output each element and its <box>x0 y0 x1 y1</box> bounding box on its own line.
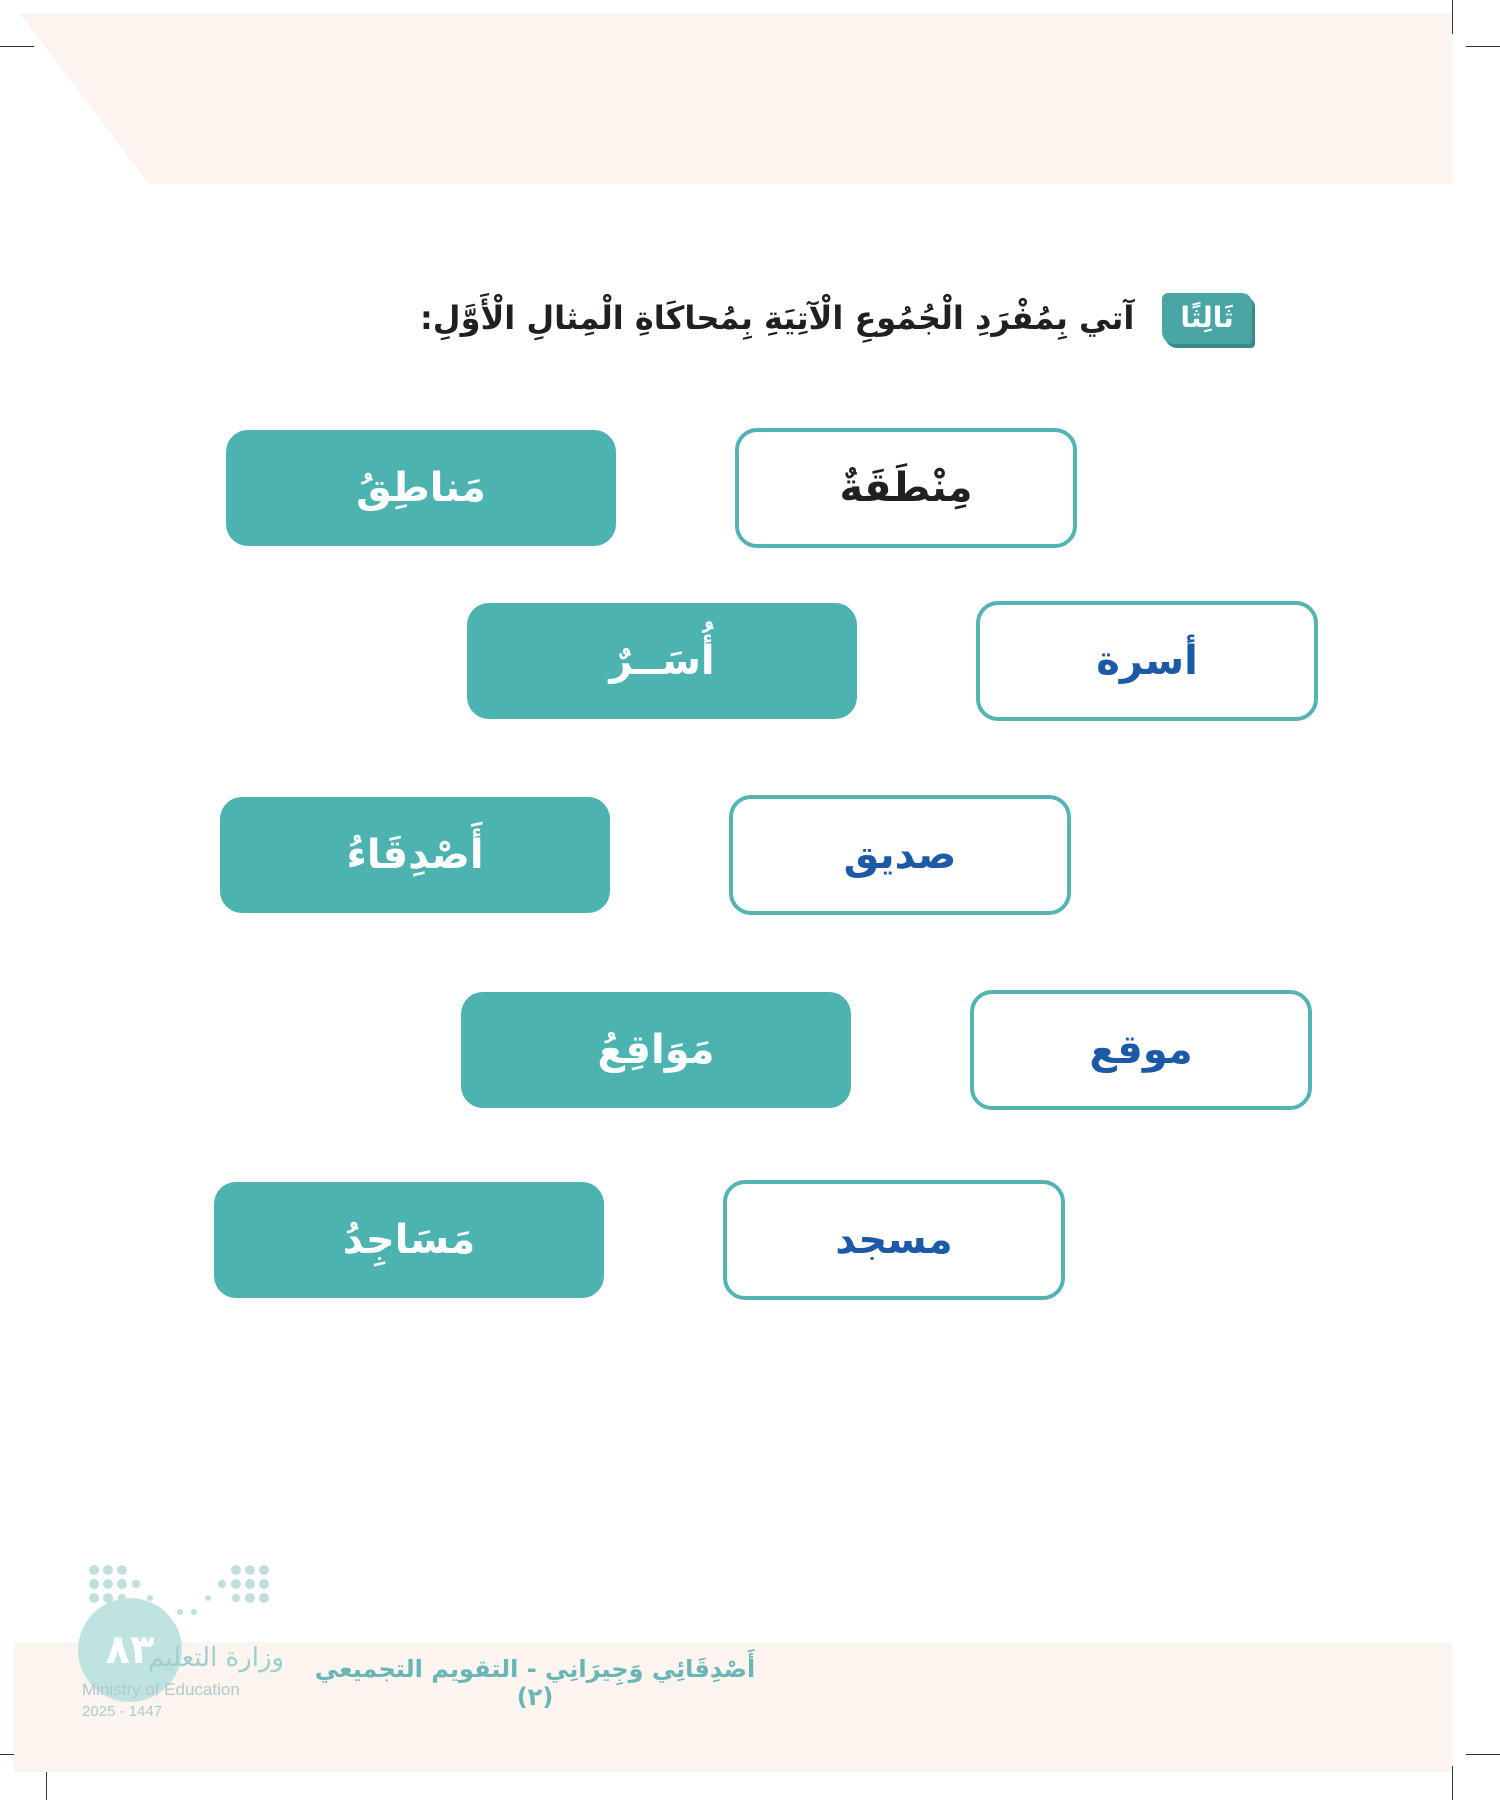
plural-word-pill: أَصْدِقَاءُ <box>220 797 610 913</box>
plural-word-pill: مَوَاقِعُ <box>461 992 851 1108</box>
crop-mark <box>1452 0 1453 34</box>
instruction-text: آتي بِمُفْرَدِ الْجُمُوعِ الْآتِيَةِ بِمُحاكَاةِ الْمِثالِ الْأَوَّلِ: <box>420 299 1135 337</box>
page-number: ٨٣ <box>78 1598 182 1702</box>
singular-answer-box[interactable] <box>729 795 1071 915</box>
singular-answer-text: أسرة <box>1096 638 1198 684</box>
crop-mark <box>1452 1766 1453 1800</box>
crop-mark <box>0 46 34 47</box>
crop-mark <box>1466 1754 1500 1755</box>
singular-answer-text: مسجد <box>835 1217 952 1263</box>
singular-answer-box[interactable] <box>976 601 1318 721</box>
academic-year: 2025 - 1447 <box>82 1703 163 1720</box>
singular-answer-text: موقع <box>1089 1027 1192 1073</box>
singular-answer-text: صديق <box>844 832 957 878</box>
singular-answer-box[interactable] <box>723 1180 1065 1300</box>
plural-word-pill: مَناطِقُ <box>226 430 616 546</box>
section-badge: ثَالِثًا <box>1162 293 1251 344</box>
top-decorative-band <box>20 14 1452 184</box>
crop-mark <box>1466 46 1500 47</box>
ministry-name-english: Ministry of Education <box>82 1680 240 1699</box>
ministry-name-arabic: وزارة التعليم <box>148 1643 285 1673</box>
plural-word-pill: أُسَــرٌ <box>467 603 857 719</box>
singular-example-text: مِنْطَقَةٌ <box>839 465 973 511</box>
singular-answer-box[interactable] <box>970 990 1312 1110</box>
singular-answer-box[interactable] <box>735 428 1077 548</box>
footer-unit-title: أَصْدِقَائِي وَجِيرَانِي - التقويم التجميعي (٢) <box>314 1655 756 1711</box>
exercise-heading <box>420 288 1320 348</box>
plural-word-pill: مَسَاجِدُ <box>214 1182 604 1298</box>
